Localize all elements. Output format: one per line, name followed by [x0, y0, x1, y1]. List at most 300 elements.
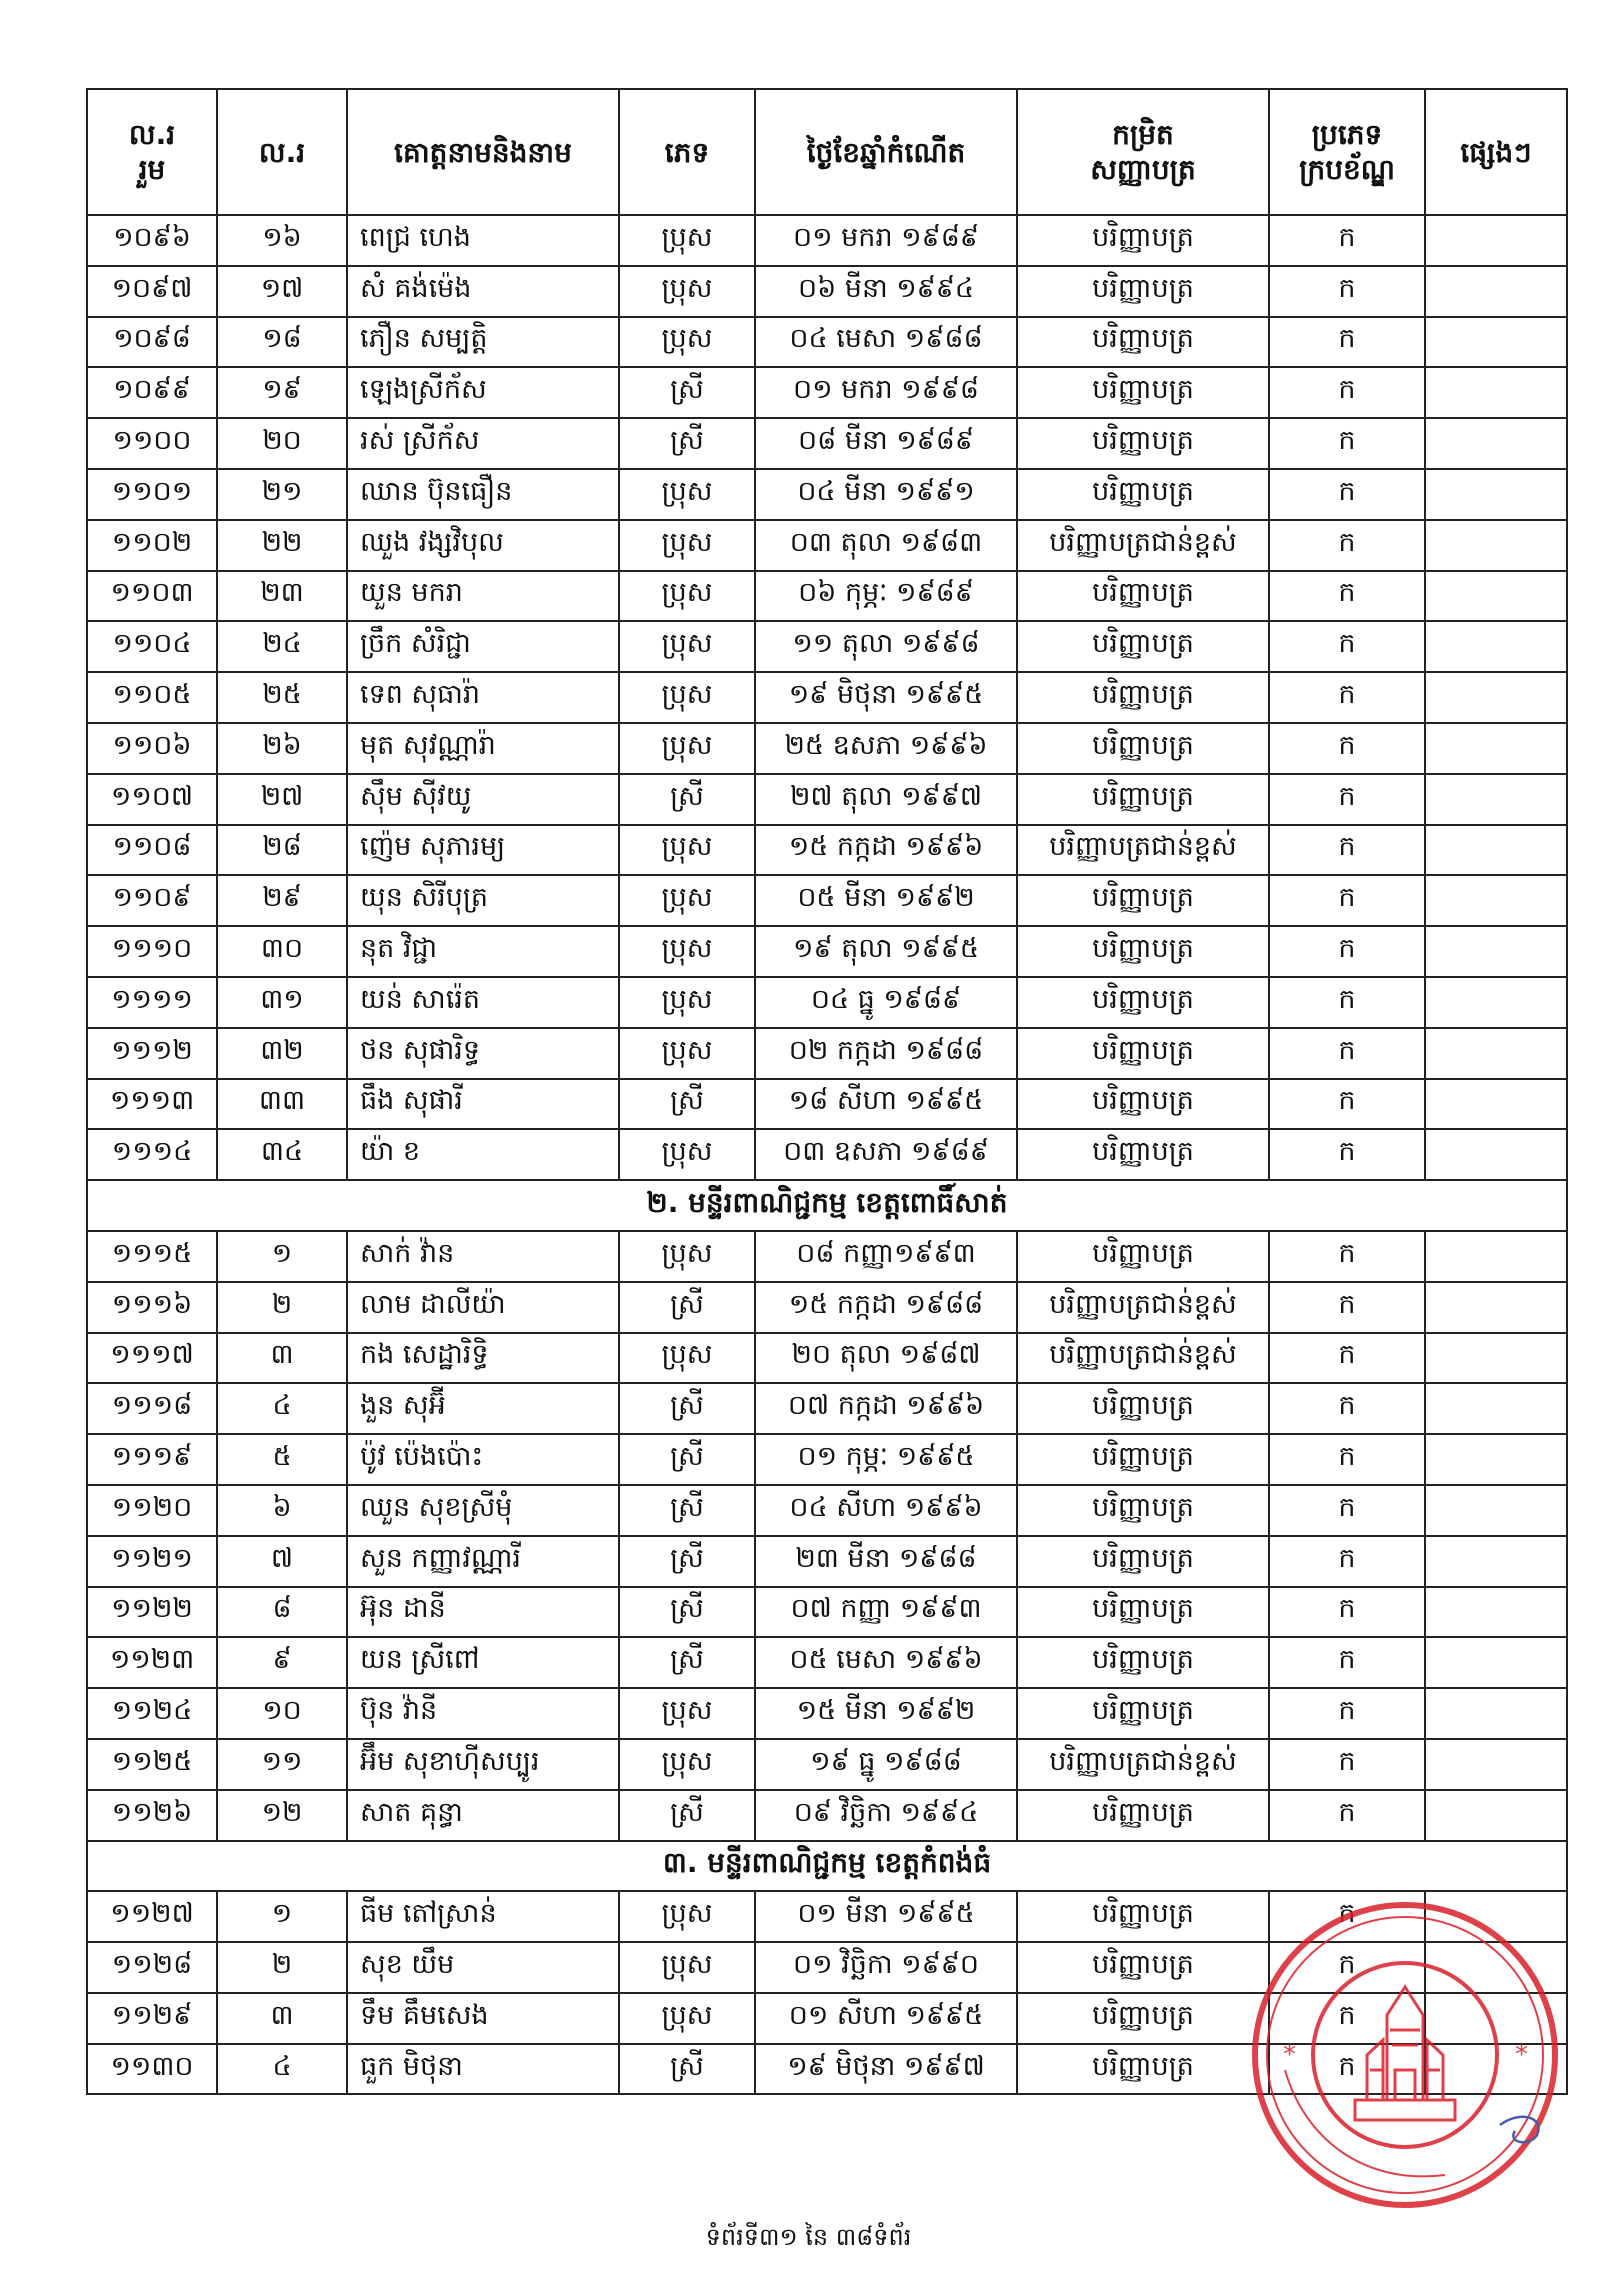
cell-overall-number: ១១២៣: [87, 1637, 217, 1688]
svg-text:*: *: [1283, 2040, 1296, 2070]
cell-number: ៣៣: [217, 1079, 347, 1130]
cell-sex: ស្រី: [619, 1079, 755, 1130]
cell-sex: ស្រី: [619, 774, 755, 825]
section-title: ២. មន្ទីរពាណិជ្ជកម្ម ខេត្តពោធិ៍សាត់: [87, 1180, 1567, 1231]
cell-number: ១១: [217, 1739, 347, 1790]
cell-category: ក: [1269, 672, 1425, 723]
cell-overall-number: ១១១៥: [87, 1231, 217, 1282]
column-header: ល.រ រួម: [87, 89, 217, 215]
cell-category: ក: [1269, 1739, 1425, 1790]
cell-sex: ប្រុស: [619, 1891, 755, 1942]
cell-other: [1425, 367, 1567, 418]
cell-overall-number: ១១១៤: [87, 1129, 217, 1180]
cell-full-name: ឈួង វង្សវិបុល: [347, 520, 619, 571]
cell-overall-number: ១១០៨: [87, 825, 217, 876]
cell-degree: បរិញ្ញាបត្រ: [1017, 317, 1269, 368]
cell-overall-number: ១១០៥: [87, 672, 217, 723]
column-header: ប្រភេទ ក្របខ័ណ្ឌ: [1269, 89, 1425, 215]
cell-sex: ប្រុស: [619, 1028, 755, 1079]
cell-other: [1425, 825, 1567, 876]
cell-date-of-birth: ០៥ មេសា ១៩៩៦: [755, 1637, 1017, 1688]
official-seal-stamp: [1245, 1895, 1565, 2215]
table-header-row: [87, 89, 1567, 215]
cell-full-name: សំ គង់ម៉េង: [347, 266, 619, 317]
cell-full-name: ច្រឹក សំរិជ្ជា: [347, 621, 619, 672]
cell-other: [1425, 1790, 1567, 1841]
cell-category: ក: [1269, 1383, 1425, 1434]
cell-degree: បរិញ្ញាបត្រជាន់ខ្ពស់: [1017, 1282, 1269, 1333]
cell-degree: បរិញ្ញាបត្រ: [1017, 977, 1269, 1028]
column-header: កម្រិត សញ្ញាបត្រ: [1017, 89, 1269, 215]
cell-other: [1425, 1383, 1567, 1434]
cell-date-of-birth: ២៣ មីនា ១៩៨៨: [755, 1536, 1017, 1587]
column-header: ថ្ងៃខែឆ្នាំកំណើត: [755, 89, 1017, 215]
cell-other: [1425, 418, 1567, 469]
cell-full-name: ធីម តៅស្រាន់: [347, 1891, 619, 1942]
cell-overall-number: ១១១១: [87, 977, 217, 1028]
table-row: [87, 926, 1567, 977]
cell-sex: ស្រី: [619, 1282, 755, 1333]
section-heading-row: [87, 1841, 1567, 1892]
cell-full-name: យ៉ា ខ: [347, 1129, 619, 1180]
table-row: [87, 571, 1567, 622]
cell-other: [1425, 1129, 1567, 1180]
table-row: [87, 672, 1567, 723]
cell-degree: បរិញ្ញាបត្រជាន់ខ្ពស់: [1017, 1739, 1269, 1790]
cell-other: [1425, 1231, 1567, 1282]
cell-degree: បរិញ្ញាបត្រជាន់ខ្ពស់: [1017, 520, 1269, 571]
table-row: [87, 621, 1567, 672]
cell-number: ១២: [217, 1790, 347, 1841]
cell-full-name: ទឹម គឹមសេង: [347, 1993, 619, 2044]
cell-category: ក: [1269, 1079, 1425, 1130]
cell-category: ក: [1269, 215, 1425, 266]
cell-other: [1425, 571, 1567, 622]
cell-date-of-birth: ០១ មករា ១៩៨៩: [755, 215, 1017, 266]
cell-number: ២: [217, 1282, 347, 1333]
cell-full-name: ប៊ុន វ៉ានី: [347, 1688, 619, 1739]
cell-number: ៣៤: [217, 1129, 347, 1180]
cell-sex: ប្រុស: [619, 977, 755, 1028]
cell-category: ក: [1269, 1231, 1425, 1282]
cell-other: [1425, 520, 1567, 571]
cell-date-of-birth: ១៥ មីនា ១៩៩២: [755, 1688, 1017, 1739]
cell-sex: ស្រី: [619, 1637, 755, 1688]
table-row: [87, 215, 1567, 266]
cell-number: ៣០: [217, 926, 347, 977]
cell-degree: បរិញ្ញាបត្រ: [1017, 926, 1269, 977]
table-row: [87, 1028, 1567, 1079]
cell-category: ក: [1269, 1993, 1425, 2044]
cell-date-of-birth: ០៧ កក្កដា ១៩៩៦: [755, 1383, 1017, 1434]
cell-other: [1425, 469, 1567, 520]
cell-number: ១: [217, 1231, 347, 1282]
cell-overall-number: ១០៩៨: [87, 317, 217, 368]
cell-number: ២១: [217, 469, 347, 520]
table-row: [87, 825, 1567, 876]
table-row: [87, 1282, 1567, 1333]
cell-sex: ស្រី: [619, 1434, 755, 1485]
cell-date-of-birth: ០៦ កុម្ភៈ ១៩៨៩: [755, 571, 1017, 622]
cell-full-name: ប៉ូវ ប៉េងប៉ោះ: [347, 1434, 619, 1485]
cell-number: ២៩: [217, 875, 347, 926]
cell-overall-number: ១១១៩: [87, 1434, 217, 1485]
cell-overall-number: ១១០២: [87, 520, 217, 571]
cell-degree: បរិញ្ញាបត្រ: [1017, 1383, 1269, 1434]
cell-degree: បរិញ្ញាបត្រ: [1017, 1637, 1269, 1688]
personnel-table: [86, 88, 1568, 2095]
cell-degree: បរិញ្ញាបត្រ: [1017, 875, 1269, 926]
cell-other: [1425, 1485, 1567, 1536]
cell-degree: បរិញ្ញាបត្រ: [1017, 1028, 1269, 1079]
cell-full-name: ធួក មិថុនា: [347, 2044, 619, 2095]
cell-category: ក: [1269, 1587, 1425, 1638]
cell-full-name: ឈួន សុខស្រីមុំ: [347, 1485, 619, 1536]
cell-degree: បរិញ្ញាបត្រ: [1017, 621, 1269, 672]
cell-overall-number: ១១២៥: [87, 1739, 217, 1790]
cell-overall-number: ១១២២: [87, 1587, 217, 1638]
table-row: [87, 1231, 1567, 1282]
cell-other: [1425, 1434, 1567, 1485]
cell-degree: បរិញ្ញាបត្រ: [1017, 672, 1269, 723]
cell-category: ក: [1269, 875, 1425, 926]
table-row: [87, 1688, 1567, 1739]
cell-other: [1425, 621, 1567, 672]
table-row: [87, 1739, 1567, 1790]
cell-sex: ប្រុស: [619, 317, 755, 368]
cell-full-name: អ៊ឹម សុខាហ៊ីសប្បូរ: [347, 1739, 619, 1790]
svg-text:*: *: [1515, 2040, 1528, 2070]
cell-overall-number: ១១២៩: [87, 1993, 217, 2044]
cell-date-of-birth: ០២ កក្កដា ១៩៨៨: [755, 1028, 1017, 1079]
cell-other: [1425, 317, 1567, 368]
cell-sex: ស្រី: [619, 2044, 755, 2095]
cell-date-of-birth: ០៤ សីហា ១៩៩៦: [755, 1485, 1017, 1536]
cell-category: ក: [1269, 1536, 1425, 1587]
cell-sex: ស្រី: [619, 1536, 755, 1587]
cell-other: [1425, 215, 1567, 266]
cell-full-name: មុត សុវណ្ណារ៉ា: [347, 723, 619, 774]
cell-number: ២២: [217, 520, 347, 571]
table-row: [87, 418, 1567, 469]
cell-category: ក: [1269, 977, 1425, 1028]
cell-full-name: រស់ ស្រីក័ស: [347, 418, 619, 469]
cell-date-of-birth: ០១ វិច្ឆិកា ១៩៩០: [755, 1942, 1017, 1993]
cell-overall-number: ១១១០: [87, 926, 217, 977]
cell-other: [1425, 1282, 1567, 1333]
cell-date-of-birth: ០៦ មីនា ១៩៩៤: [755, 266, 1017, 317]
cell-sex: ប្រុស: [619, 1129, 755, 1180]
cell-category: ក: [1269, 1637, 1425, 1688]
table-row: [87, 723, 1567, 774]
cell-degree: បរិញ្ញាបត្រជាន់ខ្ពស់: [1017, 825, 1269, 876]
cell-overall-number: ១១២៤: [87, 1688, 217, 1739]
cell-date-of-birth: ០៩ វិច្ឆិកា ១៩៩៤: [755, 1790, 1017, 1841]
cell-other: [1425, 266, 1567, 317]
table-row: [87, 317, 1567, 368]
cell-other: [1425, 1079, 1567, 1130]
cell-overall-number: ១១២១: [87, 1536, 217, 1587]
cell-number: ១៦: [217, 215, 347, 266]
cell-overall-number: ១១១៨: [87, 1383, 217, 1434]
cell-sex: ប្រុស: [619, 825, 755, 876]
cell-category: ក: [1269, 2044, 1425, 2095]
column-header: ភេទ: [619, 89, 755, 215]
cell-category: ក: [1269, 723, 1425, 774]
cell-number: ៣: [217, 1333, 347, 1384]
cell-other: [1425, 672, 1567, 723]
cell-overall-number: ១០៩៩: [87, 367, 217, 418]
cell-number: ២៧: [217, 774, 347, 825]
cell-degree: បរិញ្ញាបត្រ: [1017, 2044, 1269, 2095]
section-heading-row: [87, 1180, 1567, 1231]
cell-full-name: ស៊ឹម ស៊ីវយូ: [347, 774, 619, 825]
cell-overall-number: ១០៩៧: [87, 266, 217, 317]
cell-overall-number: ១១១៧: [87, 1333, 217, 1384]
cell-overall-number: ១១២៦: [87, 1790, 217, 1841]
cell-other: [1425, 723, 1567, 774]
page-number-footer: ទំព័រទី៣១ នៃ ៣៨ទំព័រ: [705, 2223, 912, 2251]
cell-overall-number: ១១២៧: [87, 1891, 217, 1942]
cell-number: ៣១: [217, 977, 347, 1028]
cell-degree: បរិញ្ញាបត្រ: [1017, 1485, 1269, 1536]
cell-date-of-birth: ០៤ មេសា ១៩៨៨: [755, 317, 1017, 368]
cell-degree: បរិញ្ញាបត្រ: [1017, 1129, 1269, 1180]
cell-sex: ប្រុស: [619, 1739, 755, 1790]
cell-category: ក: [1269, 469, 1425, 520]
table-row: [87, 1485, 1567, 1536]
cell-category: ក: [1269, 1333, 1425, 1384]
cell-date-of-birth: ០១ មីនា ១៩៩៥: [755, 1891, 1017, 1942]
cell-full-name: យន់ សារ៉េត: [347, 977, 619, 1028]
cell-date-of-birth: ០១ សីហា ១៩៩៥: [755, 1993, 1017, 2044]
cell-sex: ប្រុស: [619, 1942, 755, 1993]
cell-full-name: ភឿន សម្បត្តិ: [347, 317, 619, 368]
cell-overall-number: ១០៩៦: [87, 215, 217, 266]
cell-date-of-birth: ១៩ តុលា ១៩៩៥: [755, 926, 1017, 977]
cell-category: ក: [1269, 1028, 1425, 1079]
cell-date-of-birth: ០៧ កញ្ញា ១៩៩៣: [755, 1587, 1017, 1638]
cell-category: ក: [1269, 1282, 1425, 1333]
cell-sex: ប្រុស: [619, 469, 755, 520]
table-row: [87, 266, 1567, 317]
cell-sex: ប្រុស: [619, 672, 755, 723]
cell-number: ៧: [217, 1536, 347, 1587]
cell-number: ២៥: [217, 672, 347, 723]
cell-sex: ស្រី: [619, 1383, 755, 1434]
table-row: [87, 774, 1567, 825]
table-row: [87, 1079, 1567, 1130]
cell-overall-number: ១១២០: [87, 1485, 217, 1536]
cell-number: ២៦: [217, 723, 347, 774]
cell-date-of-birth: ០៨ កញ្ញា១៩៩៣: [755, 1231, 1017, 1282]
cell-number: ១៧: [217, 266, 347, 317]
cell-category: ក: [1269, 520, 1425, 571]
table-row: [87, 367, 1567, 418]
cell-category: ក: [1269, 1129, 1425, 1180]
cell-other: [1425, 1587, 1567, 1638]
cell-number: ១: [217, 1891, 347, 1942]
cell-overall-number: ១១១២: [87, 1028, 217, 1079]
cell-overall-number: ១១០១: [87, 469, 217, 520]
cell-number: ៦: [217, 1485, 347, 1536]
cell-category: ក: [1269, 367, 1425, 418]
cell-full-name: សួន កញ្ញាវណ្ណារី: [347, 1536, 619, 1587]
cell-full-name: យុន សិរីបុត្រ: [347, 875, 619, 926]
cell-category: ក: [1269, 1485, 1425, 1536]
cell-other: [1425, 1536, 1567, 1587]
cell-sex: ស្រី: [619, 1485, 755, 1536]
cell-degree: បរិញ្ញាបត្រ: [1017, 1790, 1269, 1841]
cell-full-name: យន ស្រីពៅ: [347, 1637, 619, 1688]
cell-number: ៨: [217, 1587, 347, 1638]
table-row: [87, 977, 1567, 1028]
cell-degree: បរិញ្ញាបត្រ: [1017, 1536, 1269, 1587]
cell-date-of-birth: ០៤ ធ្នូ ១៩៨៩: [755, 977, 1017, 1028]
cell-degree: បរិញ្ញាបត្រ: [1017, 571, 1269, 622]
cell-number: ២០: [217, 418, 347, 469]
table-body: [87, 215, 1567, 2094]
cell-date-of-birth: ១៩ មិថុនា ១៩៩៧: [755, 2044, 1017, 2095]
cell-overall-number: ១១០៧: [87, 774, 217, 825]
table-row: [87, 1129, 1567, 1180]
cell-degree: បរិញ្ញាបត្រ: [1017, 1993, 1269, 2044]
cell-full-name: ឡេងស្រីក័ស: [347, 367, 619, 418]
cell-category: ក: [1269, 621, 1425, 672]
cell-sex: ប្រុស: [619, 875, 755, 926]
cell-full-name: ទេព សុធារ៉ា: [347, 672, 619, 723]
cell-degree: បរិញ្ញាបត្រ: [1017, 1434, 1269, 1485]
cell-overall-number: ១១០៩: [87, 875, 217, 926]
cell-overall-number: ១១៣០: [87, 2044, 217, 2095]
cell-sex: ប្រុស: [619, 1688, 755, 1739]
cell-category: ក: [1269, 825, 1425, 876]
cell-sex: ប្រុស: [619, 621, 755, 672]
cell-category: ក: [1269, 774, 1425, 825]
cell-other: [1425, 977, 1567, 1028]
cell-full-name: ញ៉េម សុភារម្យ: [347, 825, 619, 876]
cell-degree: បរិញ្ញាបត្រ: [1017, 1231, 1269, 1282]
cell-number: ៤: [217, 2044, 347, 2095]
table-row: [87, 875, 1567, 926]
table-row: [87, 1790, 1567, 1841]
cell-category: ក: [1269, 1942, 1425, 1993]
cell-degree: បរិញ្ញាបត្រ: [1017, 1587, 1269, 1638]
cell-sex: ប្រុស: [619, 520, 755, 571]
table-row: [87, 1333, 1567, 1384]
cell-date-of-birth: ១៨ សីហា ១៩៩៥: [755, 1079, 1017, 1130]
cell-number: ៣២: [217, 1028, 347, 1079]
cell-degree: បរិញ្ញាបត្រ: [1017, 1079, 1269, 1130]
cell-full-name: នុត វិជ្ជា: [347, 926, 619, 977]
table-row: [87, 1587, 1567, 1638]
cell-number: ២៨: [217, 825, 347, 876]
cell-category: ក: [1269, 1688, 1425, 1739]
cell-overall-number: ១១០៤: [87, 621, 217, 672]
cell-category: ក: [1269, 317, 1425, 368]
cell-full-name: យួន មករា: [347, 571, 619, 622]
cell-number: ២៤: [217, 621, 347, 672]
cell-sex: ប្រុស: [619, 1993, 755, 2044]
cell-sex: ស្រី: [619, 367, 755, 418]
column-header: ផ្សេងៗ: [1425, 89, 1567, 215]
cell-number: ១៩: [217, 367, 347, 418]
cell-other: [1425, 1028, 1567, 1079]
cell-sex: ប្រុស: [619, 266, 755, 317]
cell-overall-number: ១១០៣: [87, 571, 217, 622]
cell-date-of-birth: ២៥ ឧសភា ១៩៩៦: [755, 723, 1017, 774]
cell-overall-number: ១១០៦: [87, 723, 217, 774]
cell-full-name: សុខ យឹម: [347, 1942, 619, 1993]
cell-other: [1425, 774, 1567, 825]
cell-full-name: ថន សុផារិទ្ធ: [347, 1028, 619, 1079]
cell-full-name: អ៊ុន ដានី: [347, 1587, 619, 1638]
cell-degree: បរិញ្ញាបត្រ: [1017, 1891, 1269, 1942]
cell-date-of-birth: ១១ តុលា ១៩៩៨: [755, 621, 1017, 672]
cell-degree: បរិញ្ញាបត្រ: [1017, 774, 1269, 825]
cell-full-name: ធឹង សុផារី: [347, 1079, 619, 1130]
cell-number: ៣: [217, 1993, 347, 2044]
cell-degree: បរិញ្ញាបត្រជាន់ខ្ពស់: [1017, 1333, 1269, 1384]
cell-degree: បរិញ្ញាបត្រ: [1017, 367, 1269, 418]
cell-sex: ប្រុស: [619, 1231, 755, 1282]
cell-other: [1425, 926, 1567, 977]
table-row: [87, 1536, 1567, 1587]
cell-full-name: ឈាន ប៊ុនធឿន: [347, 469, 619, 520]
cell-other: [1425, 1688, 1567, 1739]
cell-date-of-birth: ០១ មករា ១៩៩៨: [755, 367, 1017, 418]
cell-category: ក: [1269, 1434, 1425, 1485]
cell-date-of-birth: ២៧ តុលា ១៩៩៧: [755, 774, 1017, 825]
table-row: [87, 520, 1567, 571]
cell-sex: ប្រុស: [619, 723, 755, 774]
cell-category: ក: [1269, 1790, 1425, 1841]
cell-overall-number: ១១១៦: [87, 1282, 217, 1333]
cell-category: ក: [1269, 418, 1425, 469]
cell-sex: ស្រី: [619, 1587, 755, 1638]
cell-number: ២: [217, 1942, 347, 1993]
cell-other: [1425, 1637, 1567, 1688]
cell-full-name: ពេជ្រ ហេង: [347, 215, 619, 266]
cell-degree: បរិញ្ញាបត្រ: [1017, 418, 1269, 469]
cell-date-of-birth: ០៨ មីនា ១៩៨៩: [755, 418, 1017, 469]
cell-date-of-birth: ០៥ មីនា ១៩៩២: [755, 875, 1017, 926]
cell-other: [1425, 1333, 1567, 1384]
cell-degree: បរិញ្ញាបត្រ: [1017, 266, 1269, 317]
cell-date-of-birth: ១៩ មិថុនា ១៩៩៥: [755, 672, 1017, 723]
cell-category: ក: [1269, 266, 1425, 317]
table-row: [87, 1637, 1567, 1688]
column-header: គោត្តនាមនិងនាម: [347, 89, 619, 215]
cell-overall-number: ១១២៨: [87, 1942, 217, 1993]
cell-date-of-birth: ១៩ ធ្នូ ១៩៨៨: [755, 1739, 1017, 1790]
cell-sex: ស្រី: [619, 1790, 755, 1841]
cell-sex: ប្រុស: [619, 215, 755, 266]
cell-date-of-birth: ១៥ កក្កដា ១៩៨៨: [755, 1282, 1017, 1333]
cell-full-name: លាម ដាលីយ៉ា: [347, 1282, 619, 1333]
table-row: [87, 1383, 1567, 1434]
cell-sex: ប្រុស: [619, 1333, 755, 1384]
cell-date-of-birth: ០១ កុម្ភៈ ១៩៩៥: [755, 1434, 1017, 1485]
cell-date-of-birth: ០៤ មីនា ១៩៩១: [755, 469, 1017, 520]
cell-category: ក: [1269, 926, 1425, 977]
cell-date-of-birth: ១៥ កក្កដា ១៩៩៦: [755, 825, 1017, 876]
cell-full-name: សាក់ វ៉ាន: [347, 1231, 619, 1282]
cell-full-name: កង សេដ្ឋារិទ្ធិ: [347, 1333, 619, 1384]
table-row: [87, 469, 1567, 520]
cell-degree: បរិញ្ញាបត្រ: [1017, 469, 1269, 520]
cell-degree: បរិញ្ញាបត្រ: [1017, 723, 1269, 774]
